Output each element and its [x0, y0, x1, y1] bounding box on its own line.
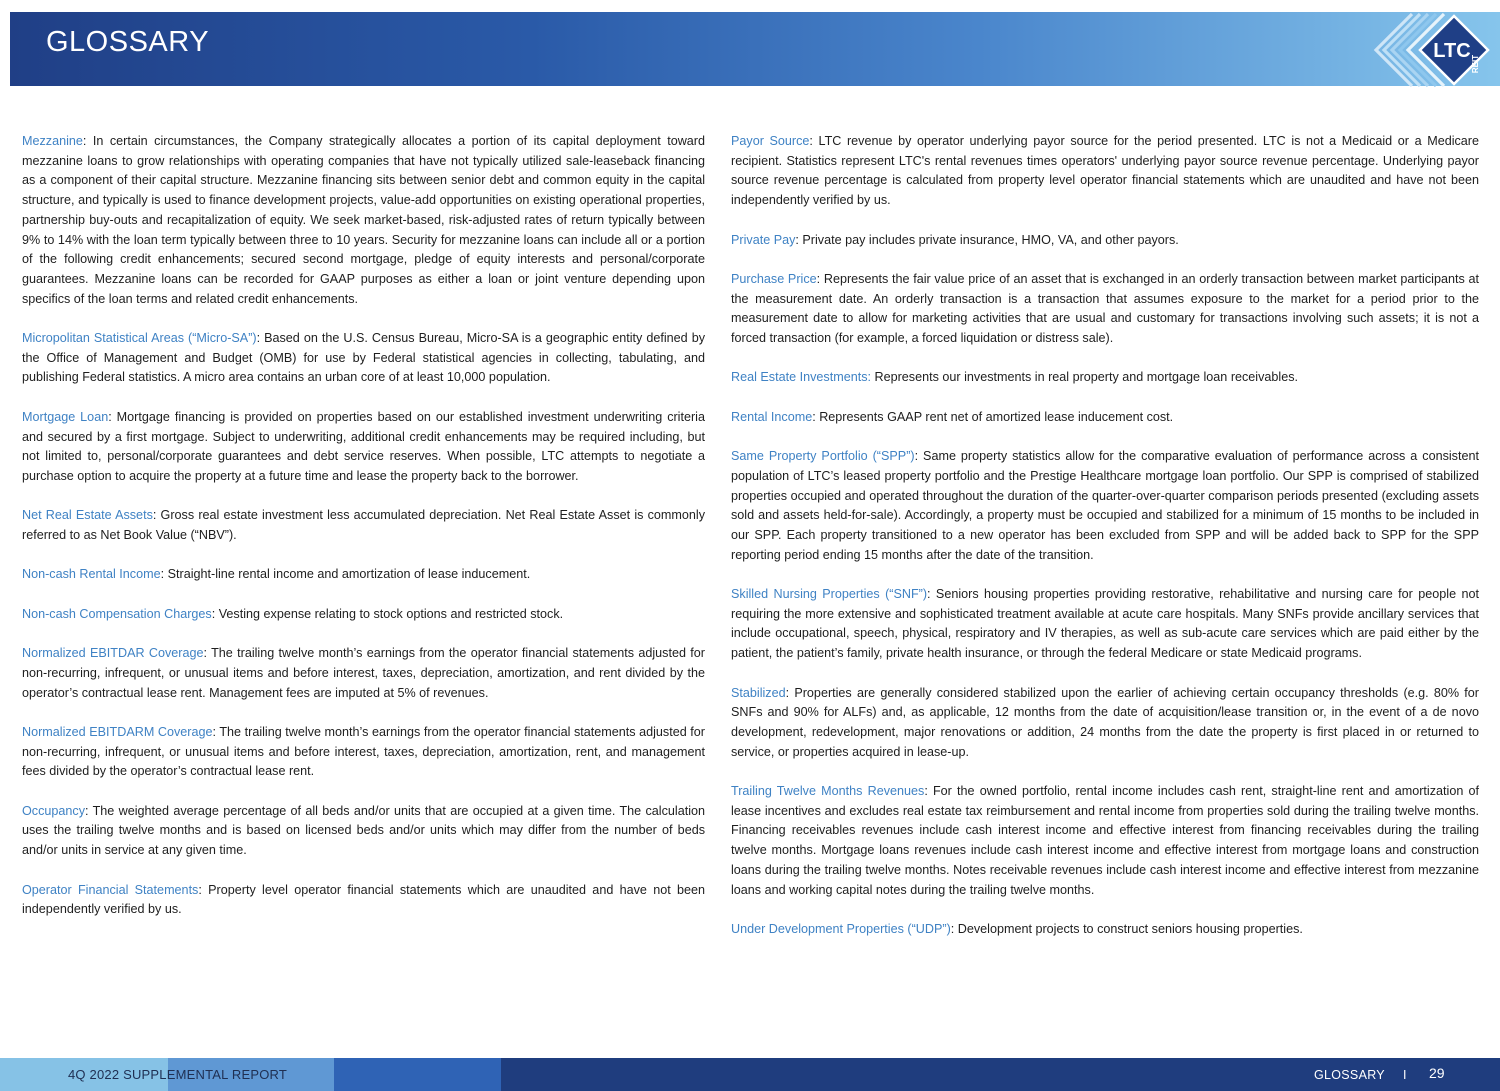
term-separator: : — [795, 232, 799, 247]
glossary-term: Real Estate Investments: — [731, 370, 871, 385]
page-title: GLOSSARY — [46, 26, 210, 58]
glossary-entry — [22, 605, 705, 625]
glossary-definition: Private pay includes private insurance, HMO, VA, and other payors. — [798, 232, 1179, 247]
glossary-definition: Property level operator financial statements which are unaudited and have not been independently verified by us. — [22, 882, 705, 917]
glossary-term: Operator Financial Statements — [22, 882, 199, 897]
glossary-term: Under Development Properties (“UDP”) — [731, 921, 951, 936]
glossary-entry — [731, 920, 1479, 940]
glossary-entry — [22, 644, 705, 703]
glossary-definition: In certain circumstances, the Company strategically allocates a portion of its capital deployment toward mezzanine loans to grow relationships with operating companies that have not typically utilized sale-leaseback financing as a component of their capital structure. Mezzanine financing sits between senior debt and common equity in the capital structure, and typically is used to finance development projects, value-add opportunities on existing operational properties, partnership buy-outs and recapitalization of equity. We seek market-based, risk-adjusted rates of return typically between 9% to 14% with the loan term typically between three to 10 years. Security for mezzanine loans can include all or a portion of the following credit enhancements; secured second mortgage, pledge of equity interests and personal/corporate guarantees. Mezzanine loans can be recorded for GAAP purposes as either a loan or joint venture depending upon specifics of the loan terms and related credit enhancements. — [22, 134, 705, 306]
glossary-entry — [731, 270, 1479, 349]
glossary-term: Same Property Portfolio (“SPP”) — [731, 449, 915, 464]
logo-subtext: REIT — [1471, 54, 1480, 74]
glossary-definition: The weighted average percentage of all beds and/or units that are occupied at a given time. The calculation uses the trailing twelve months and is based on licensed beds and/or units which may differ from the number of beds and/or units in service at any given time. — [22, 803, 705, 858]
glossary-definition: Gross real estate investment less accumulated depreciation. Net Real Estate Asset is commonly referred to as Net Book Value (“NBV”). — [22, 508, 705, 543]
logo-text: LTC — [1433, 40, 1471, 62]
glossary-definition: Represents GAAP rent net of amortized lease inducement cost. — [815, 409, 1174, 424]
glossary-definition: Based on the U.S. Census Bureau, Micro-SA is a geographic entity defined by the Office of Management and Budget (OMB) for use by Federal statistical agencies in collecting, tabulating, and publishing Federal statistics. A micro area contains an urban core of at least 10,000 population. — [22, 331, 706, 385]
term-separator: : — [152, 508, 157, 523]
term-separator: : — [812, 409, 816, 424]
term-separator: : — [160, 567, 165, 582]
glossary-term: Net Real Estate Assets — [22, 508, 153, 523]
glossary-term: Trailing Twelve Months Revenues — [731, 784, 925, 799]
footer-section-label: GLOSSARY — [1314, 1068, 1385, 1082]
term-separator: : — [85, 803, 89, 818]
glossary-definition: Mortgage financing is provided on properties based on our established investment underwriting criteria and secured by a first mortgage. Subject to underwriting, additional credit enhancements may be required including, but not limited to, personal/corporate guarantees and debt service reserves. When possible, LTC attempts to negotiate a purchase option to acquire the property at a future time and lease the property back to the borrower. — [22, 409, 705, 483]
footer-report-label: 4Q 2022 SUPPLEMENTAL REPORT — [68, 1067, 288, 1082]
term-separator: : — [212, 724, 217, 739]
glossary-definition: The trailing twelve month’s earnings from the operator financial statements adjusted for non-recurring, infrequent, or unusual items and before interest, taxes, depreciation, amortization, rent, and management fees divided by the operator’s contractual lease rent. — [22, 724, 705, 779]
term-separator: : — [816, 271, 821, 286]
term-separator: : — [211, 606, 216, 621]
footer-accent-3 — [334, 1058, 501, 1091]
glossary-term: Mortgage Loan — [22, 409, 109, 424]
glossary-entry — [22, 408, 705, 487]
term-separator: : — [203, 646, 208, 661]
glossary-entry — [731, 782, 1479, 900]
term-separator: : — [924, 784, 928, 799]
glossary-definition: Properties are generally considered stabilized upon the earlier of achieving certain occupancy thresholds (e.g. 80% for SNFs and 90% for ALFs) and, as applicable, 12 months from the date of acquisition/lease transition or, in the event of a de novo development, redevelopment, major renovations or addition, 24 months from the date the property is first placed in or returned to service, or properties acquired in lease-up. — [731, 685, 1479, 759]
term-separator: : — [950, 921, 955, 936]
glossary-right-column — [731, 132, 1479, 959]
glossary-definition: Represents our investments in real property and mortgage loan receivables. — [871, 370, 1299, 385]
glossary-entry — [731, 447, 1479, 565]
page-footer — [0, 1058, 1500, 1091]
glossary-definition: LTC revenue by operator underlying payor source for the period presented. LTC is not a Medicaid or a Medicare recipient. Statistics represent LTC's rental revenues times operators' underlying payor source revenue percentage. Underlying payor source revenue percentage is calculated from property level operator financial statements which are unaudited and have not been independently verified by us. — [731, 134, 1479, 208]
ltc-reit-logo — [1360, 10, 1492, 90]
glossary-definition: Development projects to construct seniors housing properties. — [954, 921, 1303, 936]
glossary-definition: Vesting expense relating to stock options and restricted stock. — [215, 606, 564, 621]
glossary-entry — [731, 585, 1479, 664]
term-separator: : — [809, 134, 813, 148]
term-separator: : — [108, 409, 112, 424]
glossary-definition: For the owned portfolio, rental income includes cash rent, straight-line rent and amortization of lease incentives and excludes real estate tax reimbursement and rental income from properties sold during the trailing twelve months. Financing receivables revenues include cash interest income and effective interest from financing receivables during the trailing twelve months. Mortgage loans revenues include cash interest income and effective interest from mortgage loans and construction loans during the trailing twelve months. Notes receivable revenues include cash interest income and effective interest from mezzanine loans and working capital notes during the trailing twelve months. — [731, 784, 1480, 897]
glossary-definition: Straight-line rental income and amortization of lease inducement. — [164, 567, 531, 582]
glossary-definition: Seniors housing properties providing restorative, rehabilitative and nursing care for people not requiring the more extensive and sophisticated treatment available at acute care hospitals. Many SNFs provide ancillary services that include occupational, speech, physical, respiratory and IV therapies, as well as sub-acute care services which are paid either by the patient, the patient’s family, private health insurance, or through the federal Medicare or state Medicaid programs. — [731, 587, 1479, 661]
glossary-entry — [22, 723, 705, 782]
glossary-term: Purchase Price — [731, 271, 817, 286]
term-separator: : — [785, 685, 790, 700]
term-separator: : — [82, 134, 87, 148]
glossary-term: Mezzanine — [22, 134, 83, 148]
glossary-entry — [731, 132, 1479, 211]
glossary-entry — [22, 132, 705, 309]
glossary-term: Stabilized — [731, 685, 786, 700]
glossary-entry — [22, 565, 705, 585]
glossary-entry — [731, 684, 1479, 763]
glossary-entry — [22, 506, 705, 545]
glossary-term: Private Pay — [731, 232, 796, 247]
glossary-definition: Represents the fair value price of an asset that is exchanged in an orderly transaction between market participants at the measurement date. An orderly transaction is a transaction that assumes exposure to the market for a period prior to the measurement date to allow for marketing activities that are usual and customary for transactions involving such assets; it is not a forced transaction (for example, a forced liquidation or distress sale). — [731, 271, 1479, 345]
glossary-term: Non-cash Compensation Charges — [22, 606, 212, 621]
glossary-term: Rental Income — [731, 409, 813, 424]
glossary-entry — [22, 329, 705, 388]
glossary-definition: Same property statistics allow for the comparative evaluation of performance across a consistent population of LTC’s leased property portfolio and the Prestige Healthcare mortgage loan portfolio. Our SPP is comprised of stabilized properties occupied and operated throughout the duration of the quarter-over-quarter comparison periods presented (excluding assets sold and assets held-for-sale). Accordingly, a property must be occupied and stabilized for a minimum of 15 months to be included in our SPP. Each property transitioned to a new operator has been excluded from SPP and will be added back to SPP for the SPP reporting period ending 15 months after the date of the transition. — [731, 449, 1479, 562]
glossary-term: Skilled Nursing Properties (“SNF”) — [731, 587, 928, 602]
footer-divider: I — [1403, 1068, 1407, 1082]
glossary-entry — [731, 368, 1479, 388]
glossary-term: Payor Source — [731, 134, 810, 148]
glossary-term: Non-cash Rental Income — [22, 567, 161, 582]
glossary-term: Normalized EBITDAR Coverage — [22, 646, 204, 661]
page-header — [10, 12, 1500, 86]
glossary-entry — [731, 231, 1479, 251]
glossary-term: Normalized EBITDARM Coverage — [22, 724, 213, 739]
glossary-entry — [22, 881, 705, 920]
term-separator: : — [256, 331, 261, 346]
glossary-entry — [22, 802, 705, 861]
term-separator: : — [914, 449, 919, 464]
glossary-entry — [731, 408, 1479, 428]
glossary-term: Occupancy — [22, 803, 85, 818]
page-number: 29 — [1429, 1065, 1445, 1081]
glossary-term: Micropolitan Statistical Areas (“Micro-SA”) — [22, 331, 257, 346]
term-separator: : — [198, 882, 202, 897]
glossary-definition: The trailing twelve month’s earnings from the operator financial statements adjusted for non-recurring, infrequent, or unusual items and before interest, taxes, depreciation, amortization, and rent divided by the operator’s contractual lease rent. Management fees are imputed at 5% of revenues. — [22, 646, 705, 700]
glossary-left-column — [22, 132, 705, 940]
term-separator: : — [927, 587, 931, 602]
